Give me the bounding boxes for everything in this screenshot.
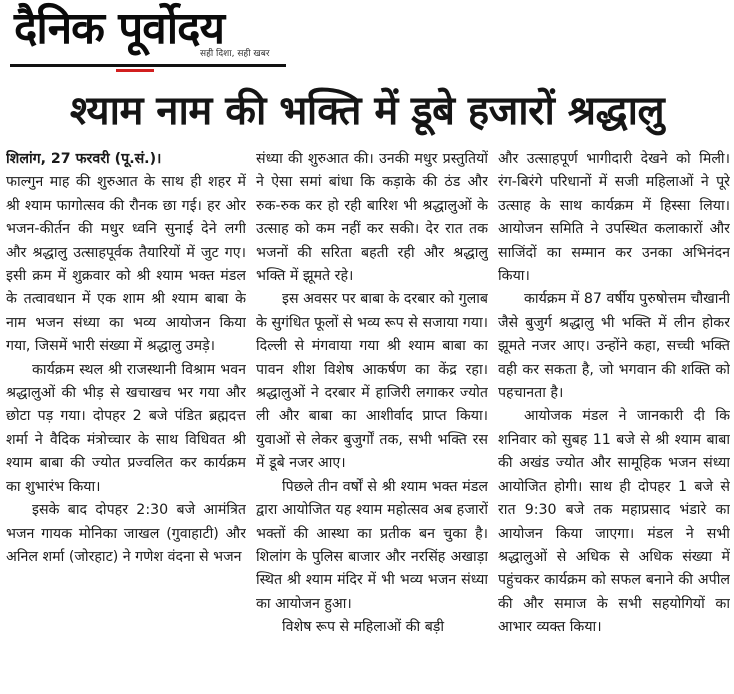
article-paragraph: संध्या की शुरुआत की। उनकी मधुर प्रस्तुतियों ने ऐसा समां बांधा कि कड़ाके की ठंड और रुक-रुक कर हो रही बारिश भी श्रद्धालुओं के उत्साह को कम नहीं कर सकी। देर रात तक भजनों की सरिता बहती रही और श्रद्धालु भक्ति में झूमते रहे। <box>256 151 488 285</box>
article-paragraph: आयोजक मंडल ने जानकारी दी कि शनिवार को सुबह 11 बजे से श्री श्याम बाबा की अखंड ज्योत और सामूहिक भजन संध्या आयोजित होगी। साथ ही दोपहर 1 बजे से रात 9:30 बजे तक महाप्रसाद भंडारे का आयोजन किया जाएगा। मंडल ने सभी श्रद्धालुओं से अधिक से अधिक संख्या में पहुंचकर कार्यक्रम को सफल बनाने की अपील की और समाज के सभी सहयोगियों का आभार व्यक्त किया। <box>498 408 730 636</box>
dateline: शिलांग, 27 फरवरी (पू.सं.)। <box>6 151 162 167</box>
article-headline: श्याम नाम की भक्ति में डूबे हजारों श्रद्धालु <box>69 88 665 134</box>
article-column-3 <box>498 148 730 694</box>
logo-text: दैनिक पूर्वोदय <box>14 3 225 54</box>
newspaper-logo <box>0 0 290 78</box>
masthead <box>0 0 734 80</box>
article-paragraph: इस अवसर पर बाबा के दरबार को गुलाब के सुगंधित फूलों से भव्य रूप से सजाया गया। दिल्ली से मंगवाया गया श्री श्याम बाबा का पावन शीश विशेष आकर्षण का केंद्र रहा। श्रद्धालुओं ने दरबार में हाजिरी लगाकर ज्योत ली और बाबा का आशीर्वाद प्राप्त किया। युवाओं से लेकर बुजुर्गों तक, सभी भक्ति रस में डूबे नजर आए। <box>256 291 488 472</box>
article-column-2 <box>256 148 488 694</box>
article-paragraph <box>6 148 246 359</box>
article-paragraph: पिछले तीन वर्षों से श्री श्याम भक्त मंडल द्वारा आयोजित यह श्याम महोत्सव अब हजारों भक्तों की आस्था का प्रतीक बन चुका है। शिलांग के पुलिस बाजार और नरसिंह अखाड़ा स्थित श्री श्याम मंदिर में भी भव्य भजन संध्या का आयोजन हुआ। <box>256 478 488 612</box>
article-body <box>6 148 730 694</box>
paragraph-text: फाल्गुन माह की शुरुआत के साथ ही शहर में श्री श्याम फागोत्सव की रौनक छा गई। हर ओर भजन-कीर्तन की मधुर ध्वनि सुनाई देने लगी और श्रद्धालु उत्साहपूर्वक तैयारियों में जुट गए। इसी क्रम में शुक्रवार को श्री श्याम भक्त मंडल के तत्वावधान में एक शाम श्री श्याम बाबा के नाम भजन संध्या का भव्य आयोजन किया गया, जिसमें भारी संख्या में श्रद्धालु उमड़े। <box>6 174 246 355</box>
logo-red-accent <box>116 69 154 72</box>
logo-underline <box>10 64 286 67</box>
article-paragraph: कार्यक्रम में 87 वर्षीय पुरुषोत्तम चौखानी जैसे बुजुर्ग श्रद्धालु भी भक्ति में लीन होकर झूमते नजर आए। उन्होंने कहा, सच्ची भक्ति वही कर सकता है, जो भगवान की शक्ति को पहचानता है। <box>498 291 730 402</box>
article-paragraph: और उत्साहपूर्ण भागीदारी देखने को मिली। रंग-बिरंगे परिधानों में सजी महिलाओं ने पूरे उत्साह के साथ कार्यक्रम में हिस्सा लिया। आयोजन समिति ने उपस्थित कलाकारों और साजिंदों का सम्मान कर उनका अभिनंदन किया। <box>498 151 730 285</box>
tagline: सही दिशा, सही खबर <box>200 49 270 59</box>
article-paragraph: इसके बाद दोपहर 2:30 बजे आमंत्रित भजन गायक मोनिका जाखल (गुवाहाटी) और अनिल शर्मा (जोरहाट) ने गणेश वंदना से भजन <box>6 502 246 565</box>
article-paragraph: कार्यक्रम स्थल श्री राजस्थानी विश्राम भवन श्रद्धालुओं की भीड़ से खचाखच भर गया और छोटा पड़ गया। दोपहर 2 बजे पंडित ब्रह्मदत्त शर्मा ने वैदिक मंत्रोच्चार के साथ विधिवत श्री श्याम बाबा की ज्योत प्रज्वलित कर कार्यक्रम का शुभारंभ किया। <box>6 361 246 495</box>
article-paragraph: विशेष रूप से महिलाओं की बड़ी <box>282 619 445 636</box>
article-column-1 <box>6 148 246 694</box>
